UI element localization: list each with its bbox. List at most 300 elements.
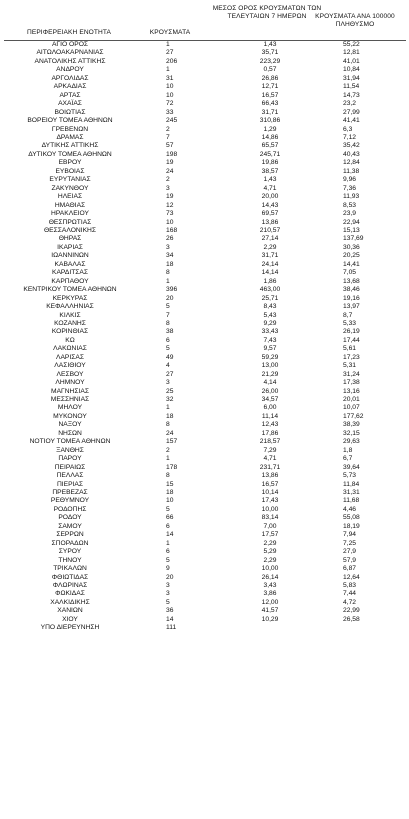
- table-row: [4, 244, 406, 252]
- region-cell: ΣΕΡΡΩΝ: [56, 531, 84, 539]
- region-cell: ΠΙΕΡΙΑΣ: [56, 480, 84, 488]
- cases-cell: 27: [166, 370, 174, 378]
- avg-cell: 13,86: [261, 472, 279, 480]
- per100k-cell: 17,44: [343, 336, 360, 344]
- per100k-cell: 5,61: [343, 345, 357, 353]
- cases-cell: 9: [166, 565, 170, 573]
- avg-cell: 14,86: [261, 133, 279, 141]
- cases-cell: 1: [136, 41, 232, 50]
- per100k-cell: 12,81: [343, 49, 360, 57]
- avg-cell: 231,71: [259, 463, 281, 471]
- table-row: [4, 421, 406, 429]
- per100k-cell: 5,31: [343, 362, 357, 370]
- avg-cell: 33,43: [261, 328, 279, 336]
- region-cell: ΝΑΞΟΥ: [58, 421, 82, 429]
- per100k-cell: 41,01: [343, 57, 360, 65]
- per100k-cell: 35,42: [343, 142, 360, 150]
- per100k-cell: 23,2: [343, 100, 357, 108]
- region-cell: ΚΟΖΑΝΗΣ: [54, 319, 86, 327]
- cases-cell: 57: [166, 142, 174, 150]
- table-row: [4, 320, 406, 328]
- cases-cell: 2: [166, 125, 170, 133]
- cases-cell: 27: [166, 49, 174, 57]
- per100k-cell: 12,84: [343, 159, 360, 167]
- avg-cell: 463,00: [259, 286, 281, 294]
- table-row: [4, 261, 406, 269]
- region-cell: ΝΗΣΩΝ: [58, 429, 82, 437]
- header-cases: ΚΡΟΥΣΜΑΤΑ: [149, 29, 191, 36]
- region-cell: ΣΠΟΡΑΔΩΝ: [51, 539, 89, 547]
- cases-cell: 73: [166, 210, 174, 218]
- table-row: [4, 269, 406, 277]
- avg-cell: 1,43: [232, 41, 328, 50]
- per100k-cell: 4,72: [343, 598, 357, 606]
- table-row: [4, 328, 406, 336]
- per100k-cell: 14,73: [343, 91, 360, 99]
- cases-cell: 14: [166, 531, 174, 539]
- avg-cell: 35,71: [261, 49, 279, 57]
- per100k-cell: 38,39: [343, 421, 360, 429]
- cases-cell: 18: [166, 260, 174, 268]
- per100k-cell: 32,15: [343, 429, 360, 437]
- table-row: [4, 210, 406, 218]
- region-cell: ΔΥΤΙΚΗΣ ΑΤΤΙΚΗΣ: [41, 142, 99, 150]
- per100k-cell: 12,64: [343, 573, 360, 581]
- per100k-cell: 31,94: [343, 74, 360, 82]
- avg-cell: 17,43: [261, 497, 279, 505]
- cases-cell: 10: [166, 91, 174, 99]
- avg-cell: 4,14: [263, 379, 277, 387]
- cases-cell: 25: [166, 387, 174, 395]
- per100k-cell: 7,94: [343, 531, 357, 539]
- table-row: [4, 624, 406, 632]
- cases-cell: 8: [166, 269, 170, 277]
- table-row: [4, 607, 406, 615]
- table-row: [4, 295, 406, 303]
- table-row: [4, 41, 406, 50]
- table-row: [4, 109, 406, 117]
- per100k-cell: 22,94: [343, 218, 360, 226]
- avg-cell: 17,57: [261, 531, 279, 539]
- per100k-cell: 7,05: [343, 269, 357, 277]
- region-cell: ΚΑΒΑΛΑΣ: [54, 260, 86, 268]
- table-row: [4, 455, 406, 463]
- region-cell: ΔΡΑΜΑΣ: [56, 133, 84, 141]
- cases-cell: 111: [166, 624, 177, 632]
- avg-cell: 8,43: [263, 303, 277, 311]
- table-row: [4, 142, 406, 150]
- avg-cell: 1,86: [263, 277, 277, 285]
- avg-cell: 2,29: [263, 556, 277, 564]
- cases-cell: 3: [166, 243, 170, 251]
- region-cell: ΒΟΡΕΙΟΥ ΤΟΜΕΑ ΑΘΗΝΩΝ: [27, 117, 113, 125]
- per100k-cell: 17,23: [343, 353, 360, 361]
- avg-cell: 3,86: [263, 590, 277, 598]
- region-cell: ΛΑΚΩΝΙΑΣ: [53, 345, 87, 353]
- region-cell: ΦΩΚΙΔΑΣ: [55, 590, 85, 598]
- per100k-cell: 14,41: [343, 260, 360, 268]
- cases-cell: 3: [166, 590, 170, 598]
- per100k-cell: 9,96: [343, 176, 357, 184]
- table-row: [4, 404, 406, 412]
- table-row: [4, 388, 406, 396]
- table-row: [4, 168, 406, 176]
- avg-cell: 16,57: [261, 480, 279, 488]
- region-cell: ΑΝΑΤΟΛΙΚΗΣ ΑΤΤΙΚΗΣ: [34, 57, 106, 65]
- cases-cell: 19: [166, 159, 174, 167]
- cases-cell: 10: [166, 83, 174, 91]
- region-cell: ΠΑΡΟΥ: [58, 455, 82, 463]
- cases-cell: 10: [166, 218, 174, 226]
- cases-cell: 6: [166, 522, 170, 530]
- table-row: [4, 185, 406, 193]
- avg-cell: 5,29: [263, 548, 277, 556]
- avg-cell: [232, 624, 328, 632]
- table-row: [4, 92, 406, 100]
- avg-cell: 10,00: [261, 565, 279, 573]
- region-cell: ΚΕΡΚΥΡΑΣ: [52, 294, 88, 302]
- header-region: ΠΕΡΙΦΕΡΕΙΑΚΗ ΕΝΟΤΗΤΑ: [26, 29, 112, 36]
- region-cell: ΦΛΩΡΙΝΑΣ: [52, 582, 88, 589]
- region-cell: ΑΙΤΩΛΟΑΚΑΡΝΑΝΙΑΣ: [36, 49, 104, 57]
- avg-cell: 218,57: [259, 438, 281, 446]
- region-cell: ΑΡΚΑΔΙΑΣ: [53, 83, 87, 91]
- per100k-cell: 38,46: [343, 286, 360, 294]
- per100k-cell: 5,33: [343, 319, 357, 327]
- per100k-cell: 13,97: [343, 303, 360, 311]
- per100k-cell: 55,08: [343, 514, 360, 522]
- table-row: [4, 481, 406, 489]
- region-cell: ΗΡΑΚΛΕΙΟΥ: [51, 210, 89, 218]
- per100k-cell: 7,44: [343, 590, 357, 598]
- cases-cell: 20: [166, 294, 174, 302]
- per100k-cell: 23,9: [343, 210, 357, 218]
- per100k-cell: 8,7: [343, 311, 353, 319]
- cases-cell: 7: [166, 133, 170, 141]
- avg-cell: 41,57: [261, 607, 279, 615]
- avg-cell: 7,29: [263, 446, 277, 454]
- avg-cell: 14,43: [261, 201, 279, 209]
- cases-cell: 396: [166, 286, 178, 294]
- per100k-cell: 6,7: [343, 455, 353, 463]
- avg-cell: 69,57: [261, 210, 279, 218]
- avg-cell: 1,29: [263, 125, 277, 133]
- table-row: [4, 159, 406, 167]
- per100k-cell: 39,64: [343, 463, 360, 471]
- per100k-cell: 7,36: [343, 184, 357, 192]
- avg-cell: 66,43: [261, 100, 279, 108]
- region-cell: ΗΜΑΘΙΑΣ: [54, 201, 86, 209]
- per100k-cell: 40,43: [343, 150, 360, 158]
- per100k-cell: 13,68: [343, 277, 360, 285]
- avg-cell: 16,57: [261, 91, 279, 99]
- per100k-cell: 6,87: [343, 565, 357, 573]
- region-cell: ΑΓΙΟ ΟΡΟΣ: [4, 41, 136, 50]
- avg-cell: 210,57: [259, 226, 281, 234]
- table-row: [4, 235, 406, 243]
- avg-cell: 27,14: [261, 235, 279, 243]
- per100k-cell: 11,38: [343, 167, 360, 175]
- region-cell: ΙΚΑΡΙΑΣ: [57, 243, 83, 251]
- avg-cell: 83,14: [261, 514, 279, 522]
- cases-cell: 2: [166, 176, 170, 184]
- region-cell: ΚΙΛΚΙΣ: [59, 311, 81, 319]
- table-row: [4, 438, 406, 446]
- avg-cell: 10,00: [261, 505, 279, 513]
- per100k-cell: 41,41: [343, 117, 360, 125]
- per100k-cell: 20,25: [343, 252, 360, 260]
- region-cell: ΛΑΡΙΣΑΣ: [56, 353, 84, 361]
- avg-cell: 34,57: [261, 396, 279, 404]
- per100k-cell: 15,13: [343, 226, 360, 234]
- table-row: [4, 75, 406, 83]
- cases-cell: 36: [166, 607, 174, 615]
- cases-cell: 8: [166, 319, 170, 327]
- per100k-cell: 30,36: [343, 243, 360, 251]
- region-cell: ΘΕΣΠΡΩΤΙΑΣ: [48, 218, 92, 226]
- avg-cell: 1,43: [263, 176, 277, 184]
- table-row: [4, 227, 406, 235]
- avg-cell: 65,57: [261, 142, 279, 150]
- table-row: [4, 354, 406, 362]
- table-row: [4, 396, 406, 404]
- avg-cell: 17,86: [261, 429, 279, 437]
- table-row: [4, 286, 406, 294]
- region-cell: ΧΑΝΙΩΝ: [57, 607, 83, 615]
- per100k-cell: 6,3: [343, 125, 353, 133]
- avg-cell: 19,86: [261, 159, 279, 167]
- region-cell: ΠΕΛΛΑΣ: [56, 472, 84, 480]
- per100k-cell: 55,22: [328, 41, 406, 50]
- cases-cell: 19: [166, 193, 174, 201]
- table-row: [4, 430, 406, 438]
- cases-cell: 12: [166, 201, 174, 209]
- table-row: [4, 616, 406, 624]
- table-row: [4, 472, 406, 480]
- cases-cell: 49: [166, 353, 174, 361]
- table-row: [4, 565, 406, 573]
- region-cell: ΗΛΕΙΑΣ: [57, 193, 83, 201]
- cases-cell: 8: [166, 472, 170, 480]
- avg-cell: 10,14: [261, 489, 279, 497]
- region-cell: ΓΡΕΒΕΝΩΝ: [51, 125, 89, 133]
- table-row: [4, 219, 406, 227]
- avg-cell: 31,71: [261, 108, 279, 116]
- cases-cell: 5: [166, 505, 170, 513]
- region-cell: ΚΑΡΠΑΘΟΥ: [51, 277, 89, 285]
- cases-cell: 4: [166, 362, 170, 370]
- cases-cell: 168: [166, 226, 178, 234]
- cases-cell: 14: [166, 615, 174, 623]
- per100k-cell: 17,38: [343, 379, 360, 387]
- per100k-cell: 5,83: [343, 582, 357, 589]
- cases-cell: 24: [166, 429, 174, 437]
- per100k-cell: 19,16: [343, 294, 360, 302]
- cases-cell: 31: [166, 74, 174, 82]
- cases-cell: 5: [166, 556, 170, 564]
- region-cell: ΥΠΟ ΔΙΕΡΕΥΝΗΣΗ: [40, 624, 100, 632]
- avg-cell: 38,57: [261, 167, 279, 175]
- region-cell: ΛΑΣΙΘΙΟΥ: [54, 362, 86, 370]
- table-header: [0, 2, 409, 40]
- table-row: [4, 548, 406, 556]
- region-cell: ΕΒΡΟΥ: [58, 159, 82, 167]
- cases-cell: 1: [166, 277, 170, 285]
- cases-cell: 3: [166, 582, 170, 589]
- per100k-cell: 11,93: [343, 193, 360, 201]
- region-cell: ΣΑΜΟΥ: [58, 522, 82, 530]
- cases-cell: 18: [166, 489, 174, 497]
- cases-cell: 15: [166, 480, 174, 488]
- region-cell: ΚΩ: [65, 336, 75, 344]
- per100k-cell: 11,68: [343, 497, 360, 505]
- region-cell: ΧΑΛΚΙΔΙΚΗΣ: [50, 598, 90, 606]
- table-row: [4, 58, 406, 66]
- cases-cell: 5: [166, 598, 170, 606]
- region-cell: ΡΕΘΥΜΝΟΥ: [50, 497, 90, 505]
- cases-cell: 1: [166, 539, 170, 547]
- table-row: [4, 100, 406, 108]
- table-row: [4, 176, 406, 184]
- per100k-cell: 1,8: [343, 446, 353, 454]
- region-cell: ΑΡΓΟΛΙΔΑΣ: [51, 74, 89, 82]
- table-row: [4, 464, 406, 472]
- cases-cell: 8: [166, 421, 170, 429]
- cases-cell: 245: [166, 117, 178, 125]
- cases-cell: 7: [166, 311, 170, 319]
- table-row: [4, 202, 406, 210]
- per100k-cell: 26,58: [343, 615, 360, 623]
- table-row: [4, 151, 406, 159]
- avg-cell: 2,29: [263, 243, 277, 251]
- table-row: [4, 497, 406, 505]
- per100k-cell: 7,25: [343, 539, 357, 547]
- table-row: [4, 303, 406, 311]
- table-row: [4, 312, 406, 320]
- table-row: [4, 134, 406, 142]
- region-cell: ΒΟΙΩΤΙΑΣ: [54, 108, 86, 116]
- region-cell: ΘΗΡΑΣ: [58, 235, 82, 243]
- per100k-cell: 31,24: [343, 370, 360, 378]
- cases-cell: 10: [166, 497, 174, 505]
- avg-cell: 6,00: [263, 404, 277, 412]
- cases-cell: 66: [166, 514, 174, 522]
- per100k-cell: 27,9: [343, 548, 357, 556]
- cases-cell: 32: [166, 396, 174, 404]
- avg-cell: 12,00: [261, 598, 279, 606]
- table-row: [4, 590, 406, 598]
- table-row: [4, 514, 406, 522]
- table-row: [4, 345, 406, 353]
- table-row: [4, 337, 406, 345]
- cases-cell: 34: [166, 252, 174, 260]
- region-cell: ΙΩΑΝΝΙΝΩΝ: [51, 252, 89, 260]
- table-row: [4, 379, 406, 387]
- per100k-cell: 5,73: [343, 472, 357, 480]
- per100k-cell: 10,07: [343, 404, 360, 412]
- avg-cell: 7,00: [263, 522, 277, 530]
- region-cell: ΠΡΕΒΕΖΑΣ: [52, 489, 88, 497]
- cases-cell: 20: [166, 573, 174, 581]
- table-row: [4, 531, 406, 539]
- table-row: [4, 66, 406, 74]
- cases-cell: 33: [166, 108, 174, 116]
- avg-cell: 2,29: [263, 539, 277, 547]
- cases-cell: 18: [166, 412, 174, 420]
- avg-cell: 21,29: [261, 370, 279, 378]
- avg-cell: 13,86: [261, 218, 279, 226]
- per100k-cell: 177,62: [343, 412, 364, 420]
- per100k-cell: 29,63: [343, 438, 360, 446]
- region-cell: ΝΟΤΙΟΥ ΤΟΜΕΑ ΑΘΗΝΩΝ: [29, 438, 111, 446]
- table-row: [4, 413, 406, 421]
- table-row: [4, 126, 406, 134]
- avg-cell: 9,29: [263, 319, 277, 327]
- region-cell: ΜΗΛΟΥ: [57, 404, 83, 412]
- per100k-cell: 31,31: [343, 489, 360, 497]
- table-row: [4, 599, 406, 607]
- avg-cell: 5,43: [263, 311, 277, 319]
- per100k-cell: 18,19: [343, 522, 360, 530]
- cases-cell: 178: [166, 463, 178, 471]
- avg-cell: 11,14: [261, 412, 279, 420]
- per100k-cell: 11,84: [343, 480, 360, 488]
- cases-cell: 24: [166, 167, 174, 175]
- table-row: [4, 278, 406, 286]
- table-row: [4, 506, 406, 514]
- table-row: [4, 252, 406, 260]
- region-cell: ΧΙΟΥ: [62, 615, 78, 623]
- table-row: [4, 540, 406, 548]
- avg-cell: 223,29: [259, 57, 281, 65]
- avg-cell: 20,00: [261, 193, 279, 201]
- cases-cell: 1: [166, 404, 170, 412]
- region-cell: ΣΥΡΟΥ: [58, 548, 82, 556]
- avg-cell: 12,43: [261, 421, 279, 429]
- per100k-cell: 8,53: [343, 201, 357, 209]
- table-row: [4, 574, 406, 582]
- table-row: [4, 362, 406, 370]
- cases-cell: 2: [166, 446, 170, 454]
- per100k-cell: [328, 624, 406, 632]
- region-cell: ΤΡΙΚΑΛΩΝ: [53, 565, 87, 573]
- cases-cell: 198: [166, 150, 178, 158]
- region-cell: ΠΕΙΡΑΙΩΣ: [54, 463, 86, 471]
- table-row: [4, 489, 406, 497]
- region-cell: ΦΘΙΩΤΙΔΑΣ: [51, 573, 89, 581]
- header-cases-per-100k: ΚΡΟΥΣΜΑΤΑ ΑΝΑ 100000 ΠΛΗΘΥΣΜΟ: [315, 13, 395, 28]
- region-cell: ΡΟΔΟΠΗΣ: [53, 505, 87, 513]
- region-cell: ΜΕΣΣΗΝΙΑΣ: [50, 396, 90, 404]
- avg-cell: 4,71: [263, 184, 277, 192]
- avg-cell: 14,14: [261, 269, 279, 277]
- header-avg-7-days: ΜΕΣΟΣ ΟΡΟΣ ΚΡΟΥΣΜΑΤΩΝ ΤΩΝ ΤΕΛΕΥΤΑΙΩΝ 7 ΗΜΕΡΩΝ: [212, 5, 322, 20]
- region-cell: ΕΥΒΟΙΑΣ: [55, 167, 85, 175]
- per100k-cell: 13,16: [343, 387, 360, 395]
- region-cell: ΑΝΔΡΟΥ: [56, 66, 84, 74]
- cases-cell: 157: [166, 438, 178, 446]
- cases-cell: 3: [166, 184, 170, 192]
- table-row: [4, 557, 406, 565]
- table-row: [4, 117, 406, 125]
- per100k-cell: 4,46: [343, 505, 357, 513]
- per100k-cell: 11,54: [343, 83, 360, 91]
- avg-cell: 31,71: [261, 252, 279, 260]
- avg-cell: 245,71: [259, 150, 281, 158]
- table-row: [4, 582, 406, 590]
- avg-cell: 3,43: [263, 582, 277, 589]
- cases-cell: 1: [166, 66, 170, 74]
